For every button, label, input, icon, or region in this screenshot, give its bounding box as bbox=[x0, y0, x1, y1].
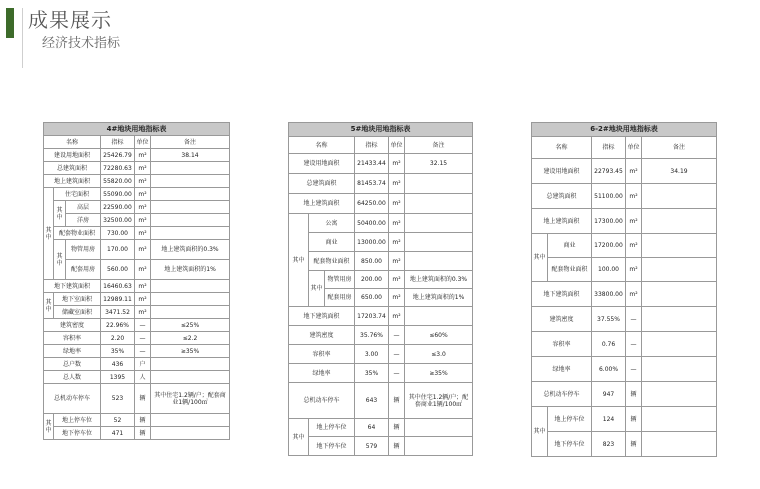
header-divider bbox=[22, 8, 23, 68]
table-row bbox=[289, 154, 473, 174]
row-name: 商业 bbox=[309, 233, 355, 252]
row-value: 72280.63 bbox=[101, 162, 135, 175]
row-unit: 户 bbox=[135, 358, 151, 371]
table-row bbox=[44, 293, 230, 306]
table-caption: 5#地块用地指标表 bbox=[289, 123, 473, 137]
row-value: 52 bbox=[101, 414, 135, 427]
row-note bbox=[642, 307, 717, 332]
row-unit: — bbox=[135, 345, 151, 358]
row-name: 地下停车位 bbox=[548, 432, 592, 457]
row-name: 洋房 bbox=[66, 214, 101, 227]
row-unit: m² bbox=[389, 154, 405, 174]
row-unit: — bbox=[389, 345, 405, 364]
row-name: 物管用房 bbox=[325, 271, 355, 289]
table-row bbox=[289, 214, 473, 233]
table-plot-6-2 bbox=[531, 122, 717, 457]
row-note bbox=[405, 214, 473, 233]
row-name: 地上建筑面积 bbox=[289, 194, 355, 214]
table-row bbox=[289, 307, 473, 326]
row-unit: m² bbox=[389, 194, 405, 214]
table-row bbox=[289, 364, 473, 383]
table-row bbox=[532, 432, 717, 457]
row-name: 配套物业面积 bbox=[548, 258, 592, 282]
row-value: 22.96% bbox=[101, 319, 135, 332]
row-name: 地上建筑面积 bbox=[44, 175, 101, 188]
row-unit: m² bbox=[135, 260, 151, 280]
row-value: 35% bbox=[101, 345, 135, 358]
table-row bbox=[532, 282, 717, 307]
table-row bbox=[289, 233, 473, 252]
row-note bbox=[151, 214, 230, 227]
row-value: 17300.00 bbox=[592, 209, 626, 234]
row-note bbox=[151, 306, 230, 319]
row-unit: m² bbox=[389, 289, 405, 307]
row-name: 建设用地面积 bbox=[44, 149, 101, 162]
row-name: 容积率 bbox=[289, 345, 355, 364]
row-note bbox=[642, 382, 717, 407]
table-row bbox=[44, 175, 230, 188]
table-row bbox=[532, 184, 717, 209]
row-value: 55090.00 bbox=[101, 188, 135, 201]
row-value: 35.76% bbox=[355, 326, 389, 345]
row-value: 37.55% bbox=[592, 307, 626, 332]
row-note bbox=[405, 307, 473, 326]
row-note bbox=[151, 427, 230, 440]
title-accent-bar bbox=[6, 8, 14, 38]
table-row bbox=[532, 382, 717, 407]
row-name: 总建筑面积 bbox=[44, 162, 101, 175]
row-name: 建筑密度 bbox=[44, 319, 101, 332]
header-value: 指标 bbox=[355, 137, 389, 154]
row-value: 16460.63 bbox=[101, 280, 135, 293]
row-note: 地上建筑面积的0.3% bbox=[151, 240, 230, 260]
group-label: 其中 bbox=[532, 234, 548, 282]
row-unit: 辆 bbox=[389, 437, 405, 456]
table-row bbox=[532, 209, 717, 234]
row-name: 公寓 bbox=[309, 214, 355, 233]
subgroup-label: 其中 bbox=[54, 201, 66, 227]
row-unit: m² bbox=[389, 252, 405, 271]
row-note: ≤60% bbox=[405, 326, 473, 345]
row-name: 地上停车位 bbox=[54, 414, 101, 427]
row-name: 建设用地面积 bbox=[532, 159, 592, 184]
table-row bbox=[289, 383, 473, 419]
row-value: 823 bbox=[592, 432, 626, 457]
table-row bbox=[44, 345, 230, 358]
row-unit: — bbox=[135, 332, 151, 345]
row-unit: m² bbox=[135, 280, 151, 293]
row-note: ≤25% bbox=[151, 319, 230, 332]
row-note: 32.15 bbox=[405, 154, 473, 174]
group-label: 其中 bbox=[532, 407, 548, 457]
row-unit: m² bbox=[389, 307, 405, 326]
row-note bbox=[151, 293, 230, 306]
table-row bbox=[532, 159, 717, 184]
row-name: 地下室面积 bbox=[54, 293, 101, 306]
table-row bbox=[289, 437, 473, 456]
table-header-row bbox=[289, 137, 473, 154]
row-name: 地下停车位 bbox=[54, 427, 101, 440]
row-unit: — bbox=[389, 326, 405, 345]
table-row bbox=[44, 260, 230, 280]
table-row bbox=[289, 271, 473, 289]
table-row bbox=[44, 319, 230, 332]
row-note: 其中住宅1.2辆/户；配套商业1辆/100㎡ bbox=[151, 384, 230, 414]
row-name: 地上建筑面积 bbox=[532, 209, 592, 234]
row-note bbox=[151, 371, 230, 384]
table-row bbox=[44, 149, 230, 162]
row-unit: 辆 bbox=[626, 382, 642, 407]
row-unit: 辆 bbox=[389, 419, 405, 437]
row-note: ≥35% bbox=[405, 364, 473, 383]
row-name: 地上停车位 bbox=[548, 407, 592, 432]
row-name: 住宅面积 bbox=[54, 188, 101, 201]
row-value: 17203.74 bbox=[355, 307, 389, 326]
table-plot-5 bbox=[288, 122, 473, 456]
row-unit: m² bbox=[626, 159, 642, 184]
row-name: 地下停车位 bbox=[309, 437, 355, 456]
row-note: ≥35% bbox=[151, 345, 230, 358]
row-note: 地上建筑面积的1% bbox=[405, 289, 473, 307]
group-label: 其中 bbox=[289, 419, 309, 456]
page-title: 成果展示 bbox=[28, 8, 112, 32]
row-value: 50400.00 bbox=[355, 214, 389, 233]
header-unit: 单位 bbox=[135, 136, 151, 149]
row-unit: m² bbox=[389, 174, 405, 194]
row-value: 33800.00 bbox=[592, 282, 626, 307]
row-unit: m² bbox=[135, 293, 151, 306]
row-value: 436 bbox=[101, 358, 135, 371]
row-note bbox=[642, 407, 717, 432]
row-note bbox=[151, 280, 230, 293]
row-unit: 人 bbox=[135, 371, 151, 384]
row-unit: m² bbox=[135, 175, 151, 188]
subgroup-label: 其中 bbox=[54, 240, 66, 280]
row-name: 总机动车停车 bbox=[289, 383, 355, 419]
row-value: 579 bbox=[355, 437, 389, 456]
row-name: 总机动车停车 bbox=[532, 382, 592, 407]
row-name: 绿地率 bbox=[532, 357, 592, 382]
table-row bbox=[289, 326, 473, 345]
row-note bbox=[405, 194, 473, 214]
row-note bbox=[151, 358, 230, 371]
row-note: 34.19 bbox=[642, 159, 717, 184]
row-unit: 辆 bbox=[135, 427, 151, 440]
row-name: 总建筑面积 bbox=[532, 184, 592, 209]
header-unit: 单位 bbox=[389, 137, 405, 154]
table-row bbox=[289, 419, 473, 437]
row-unit: — bbox=[389, 364, 405, 383]
header-name: 名称 bbox=[289, 137, 355, 154]
row-note bbox=[151, 227, 230, 240]
table-row bbox=[44, 201, 230, 214]
header-value: 指标 bbox=[101, 136, 135, 149]
row-name: 配套物业面积 bbox=[54, 227, 101, 240]
row-unit: — bbox=[626, 332, 642, 357]
row-value: 35% bbox=[355, 364, 389, 383]
header-note: 备注 bbox=[151, 136, 230, 149]
table-row bbox=[44, 371, 230, 384]
row-value: 21433.44 bbox=[355, 154, 389, 174]
row-value: 200.00 bbox=[355, 271, 389, 289]
row-value: 0.76 bbox=[592, 332, 626, 357]
table-row bbox=[532, 234, 717, 258]
header-note: 备注 bbox=[642, 137, 717, 159]
header-unit: 单位 bbox=[626, 137, 642, 159]
row-value: 32500.00 bbox=[101, 214, 135, 227]
row-note bbox=[151, 414, 230, 427]
row-name: 总户数 bbox=[44, 358, 101, 371]
table-row bbox=[532, 332, 717, 357]
row-name: 地下建筑面积 bbox=[532, 282, 592, 307]
table-row bbox=[289, 252, 473, 271]
table-row bbox=[44, 427, 230, 440]
row-name: 总建筑面积 bbox=[289, 174, 355, 194]
row-value: 55820.00 bbox=[101, 175, 135, 188]
header-name: 名称 bbox=[44, 136, 101, 149]
row-note bbox=[151, 201, 230, 214]
row-note bbox=[642, 209, 717, 234]
row-name: 地下建筑面积 bbox=[289, 307, 355, 326]
row-value: 2.20 bbox=[101, 332, 135, 345]
table-row bbox=[44, 306, 230, 319]
row-note: ≤3.0 bbox=[405, 345, 473, 364]
row-name: 地上停车位 bbox=[309, 419, 355, 437]
row-value: 850.00 bbox=[355, 252, 389, 271]
row-value: 643 bbox=[355, 383, 389, 419]
group-label: 其中 bbox=[44, 414, 54, 440]
row-unit: 辆 bbox=[626, 407, 642, 432]
row-unit: m² bbox=[135, 227, 151, 240]
row-name: 配套用房 bbox=[66, 260, 101, 280]
row-note bbox=[642, 258, 717, 282]
row-unit: — bbox=[626, 357, 642, 382]
row-value: 730.00 bbox=[101, 227, 135, 240]
row-note bbox=[405, 174, 473, 194]
table-row bbox=[289, 174, 473, 194]
row-unit: 辆 bbox=[389, 383, 405, 419]
row-unit: m² bbox=[389, 233, 405, 252]
table-caption: 4#地块用地指标表 bbox=[44, 123, 230, 136]
row-value: 560.00 bbox=[101, 260, 135, 280]
row-note bbox=[642, 332, 717, 357]
row-value: 64 bbox=[355, 419, 389, 437]
row-note: 38.14 bbox=[151, 149, 230, 162]
row-note: ≤2.2 bbox=[151, 332, 230, 345]
row-value: 17200.00 bbox=[592, 234, 626, 258]
table-row bbox=[532, 307, 717, 332]
row-unit: m² bbox=[135, 149, 151, 162]
row-name: 商业 bbox=[548, 234, 592, 258]
row-value: 471 bbox=[101, 427, 135, 440]
row-value: 650.00 bbox=[355, 289, 389, 307]
header-value: 指标 bbox=[592, 137, 626, 159]
row-note bbox=[642, 234, 717, 258]
row-note: 地上建筑面积的1% bbox=[151, 260, 230, 280]
row-note bbox=[151, 175, 230, 188]
table-row bbox=[44, 332, 230, 345]
subgroup-label: 其中 bbox=[309, 271, 325, 307]
row-name: 储藏室面积 bbox=[54, 306, 101, 319]
header-name: 名称 bbox=[532, 137, 592, 159]
row-name: 总人数 bbox=[44, 371, 101, 384]
row-name: 配套物业面积 bbox=[309, 252, 355, 271]
row-value: 170.00 bbox=[101, 240, 135, 260]
row-unit: m² bbox=[626, 258, 642, 282]
row-note bbox=[405, 233, 473, 252]
row-value: 13000.00 bbox=[355, 233, 389, 252]
row-value: 64250.00 bbox=[355, 194, 389, 214]
row-note bbox=[642, 184, 717, 209]
header-note: 备注 bbox=[405, 137, 473, 154]
row-value: 100.00 bbox=[592, 258, 626, 282]
row-note: 其中住宅1.2辆/户；配套商业1辆/100㎡ bbox=[405, 383, 473, 419]
row-unit: m² bbox=[389, 271, 405, 289]
table-row bbox=[44, 384, 230, 414]
row-value: 3.00 bbox=[355, 345, 389, 364]
table-row bbox=[44, 162, 230, 175]
table-row bbox=[44, 188, 230, 201]
table-header-row bbox=[532, 137, 717, 159]
row-name: 总机动车停车 bbox=[44, 384, 101, 414]
row-value: 25426.79 bbox=[101, 149, 135, 162]
row-unit: — bbox=[135, 319, 151, 332]
page-subtitle: 经济技术指标 bbox=[42, 36, 121, 51]
table-row bbox=[532, 258, 717, 282]
table-row bbox=[44, 227, 230, 240]
table-row bbox=[289, 345, 473, 364]
row-value: 12989.11 bbox=[101, 293, 135, 306]
row-unit: m² bbox=[626, 234, 642, 258]
row-value: 6.00% bbox=[592, 357, 626, 382]
row-note bbox=[151, 162, 230, 175]
row-note bbox=[642, 357, 717, 382]
row-name: 绿地率 bbox=[44, 345, 101, 358]
row-value: 22793.45 bbox=[592, 159, 626, 184]
row-unit: m² bbox=[389, 214, 405, 233]
table-caption: 6-2#地块用地指标表 bbox=[532, 123, 717, 137]
row-value: 523 bbox=[101, 384, 135, 414]
table-row bbox=[289, 194, 473, 214]
group-label: 其中 bbox=[44, 188, 54, 280]
row-value: 947 bbox=[592, 382, 626, 407]
table-row bbox=[532, 357, 717, 382]
row-note bbox=[642, 432, 717, 457]
row-value: 22590.00 bbox=[101, 201, 135, 214]
table-row bbox=[44, 214, 230, 227]
row-name: 容积率 bbox=[532, 332, 592, 357]
row-unit: m² bbox=[135, 162, 151, 175]
row-unit: m² bbox=[135, 188, 151, 201]
row-note bbox=[405, 252, 473, 271]
row-unit: — bbox=[626, 307, 642, 332]
row-name: 配套用房 bbox=[325, 289, 355, 307]
group-label: 其中 bbox=[44, 293, 54, 319]
row-unit: 辆 bbox=[626, 432, 642, 457]
row-value: 51100.00 bbox=[592, 184, 626, 209]
table-row bbox=[44, 280, 230, 293]
table-row bbox=[532, 407, 717, 432]
table-header-row bbox=[44, 136, 230, 149]
row-note: 地上建筑面积的0.3% bbox=[405, 271, 473, 289]
row-value: 3471.52 bbox=[101, 306, 135, 319]
row-unit: m² bbox=[135, 214, 151, 227]
row-value: 124 bbox=[592, 407, 626, 432]
table-plot-4 bbox=[43, 122, 230, 440]
row-note bbox=[642, 282, 717, 307]
row-name: 地下建筑面积 bbox=[44, 280, 101, 293]
row-unit: 辆 bbox=[135, 384, 151, 414]
table-row bbox=[44, 240, 230, 260]
row-value: 81453.74 bbox=[355, 174, 389, 194]
row-name: 建设用地面积 bbox=[289, 154, 355, 174]
row-unit: m² bbox=[626, 184, 642, 209]
table-row bbox=[44, 414, 230, 427]
row-unit: m² bbox=[626, 209, 642, 234]
row-name: 高层 bbox=[66, 201, 101, 214]
group-label: 其中 bbox=[289, 214, 309, 307]
row-name: 建筑密度 bbox=[532, 307, 592, 332]
row-name: 绿地率 bbox=[289, 364, 355, 383]
row-name: 建筑密度 bbox=[289, 326, 355, 345]
row-unit: 辆 bbox=[135, 414, 151, 427]
table-row bbox=[44, 358, 230, 371]
row-note bbox=[405, 419, 473, 437]
row-unit: m² bbox=[135, 306, 151, 319]
row-name: 容积率 bbox=[44, 332, 101, 345]
row-unit: m² bbox=[135, 240, 151, 260]
row-note bbox=[405, 437, 473, 456]
row-unit: m² bbox=[135, 201, 151, 214]
row-value: 1395 bbox=[101, 371, 135, 384]
row-name: 物管用房 bbox=[66, 240, 101, 260]
row-note bbox=[151, 188, 230, 201]
row-unit: m² bbox=[626, 282, 642, 307]
